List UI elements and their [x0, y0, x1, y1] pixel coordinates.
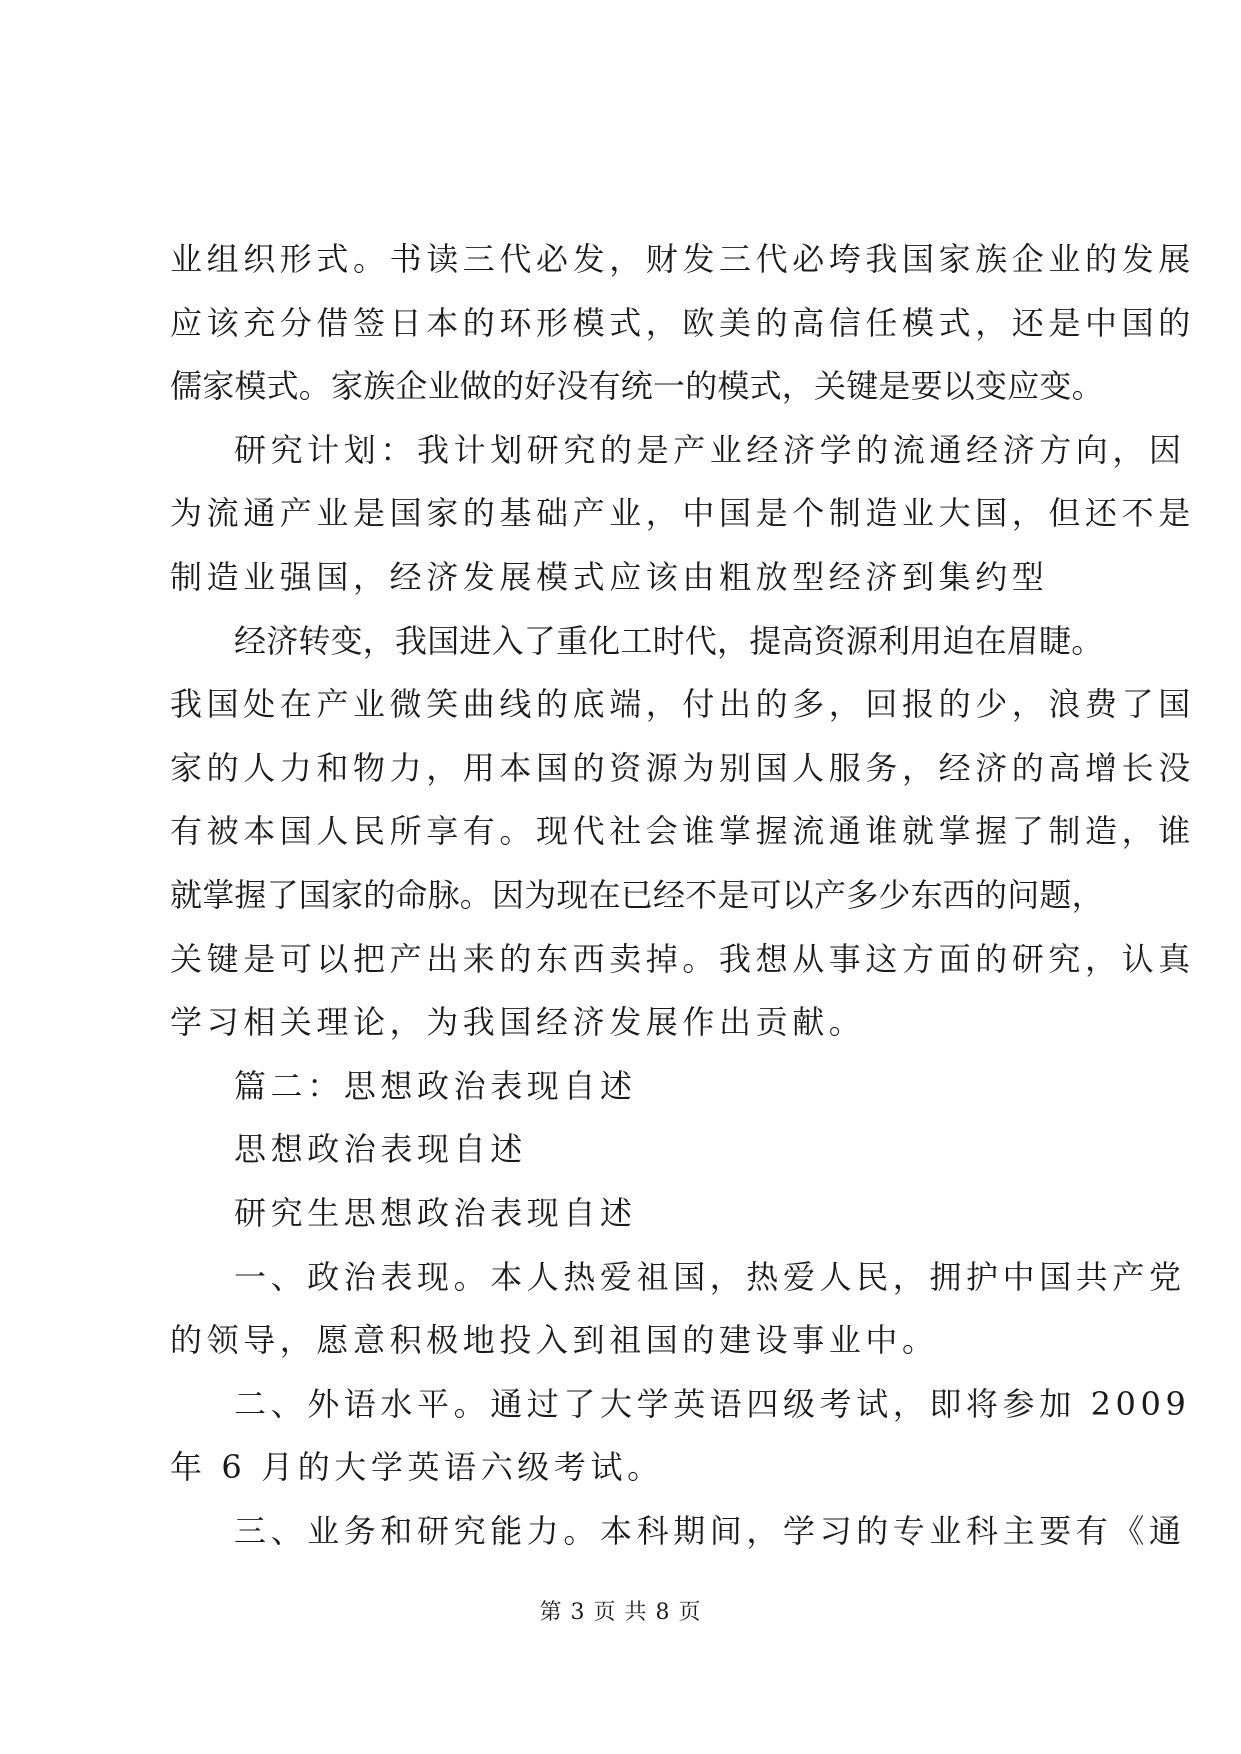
text-line: 为流通产业是国家的基础产业，中国是个制造业大国，但还不是: [170, 494, 1195, 533]
document-title: 思想政治表现自述: [234, 1130, 527, 1169]
text-line: 就掌握了国家的命脉。因为现在已经不是可以产多少东西的问题，: [170, 875, 1104, 914]
text-line: 制造业强国，经济发展模式应该由粗放型经济到集约型: [170, 557, 1049, 596]
text-line: 经济转变，我国进入了重化工时代，提高资源利用迫在眉睫。: [234, 621, 1104, 660]
text-line: 的领导，愿意积极地投入到祖国的建设事业中。: [170, 1321, 939, 1360]
text-line: 三、业务和研究能力。本科期间，学习的专业科主要有《通: [234, 1511, 1186, 1550]
text-line: 我国处在产业微笑曲线的底端，付出的多，回报的少，浪费了国: [170, 685, 1195, 724]
text-line: 关键是可以把产出来的东西卖掉。我想从事这方面的研究，认真: [170, 939, 1195, 978]
page-number-footer: 第 3 页 共 8 页: [539, 1600, 702, 1625]
text-line: 二、外语水平。通过了大学英语四级考试，即将参加 2009: [234, 1384, 1191, 1423]
text-line: 儒家模式。家族企业做的好没有统一的模式，关键是要以变应变。: [170, 367, 1104, 406]
text-line: 一、政治表现。本人热爱祖国，热爱人民，拥护中国共产党: [234, 1257, 1186, 1296]
text-line: 应该充分借签日本的环形模式，欧美的高信任模式，还是中国的: [170, 303, 1195, 342]
text-line: 学习相关理论，为我国经济发展作出贡献。: [170, 1003, 866, 1042]
text-line: 有被本国人民所享有。现代社会谁掌握流通谁就掌握了制造，谁: [170, 812, 1195, 851]
text-line: 业组织形式。书读三代必发，财发三代必垮我国家族企业的发展: [170, 240, 1195, 278]
section-heading: 篇二：思想政治表现自述: [234, 1066, 637, 1105]
text-line: 研究计划：我计划研究的是产业经济学的流通经济方向，因: [234, 430, 1186, 469]
document-subtitle: 研究生思想政治表现自述: [234, 1193, 637, 1232]
body-text: [170, 228, 1195, 1563]
text-line: 家的人力和物力，用本国的资源为别国人服务，经济的高增长没: [170, 748, 1195, 787]
text-line: 年 6 月的大学英语六级考试。: [170, 1448, 664, 1487]
